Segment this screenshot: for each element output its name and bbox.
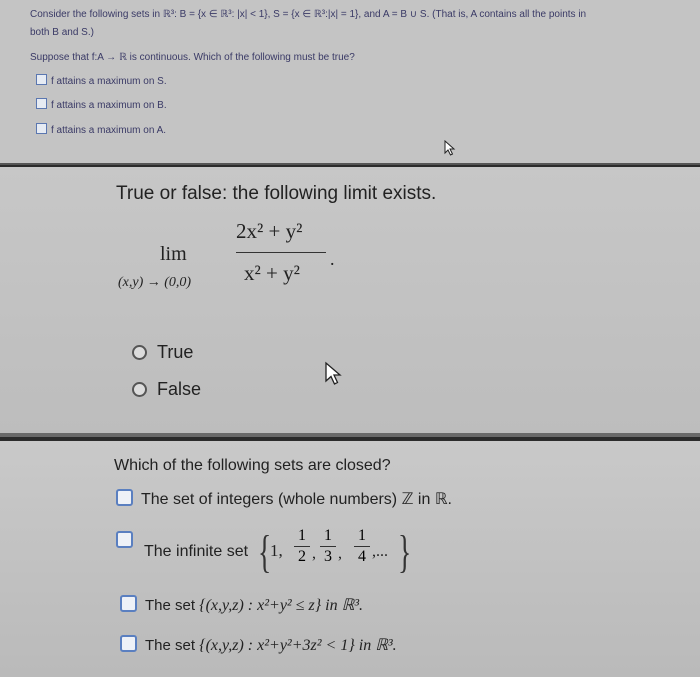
q1-option-1-label: f attains a maximum on S. [51,76,167,87]
q3-checkbox-1[interactable] [116,489,133,506]
frac-2-bar [320,546,336,547]
q1-prompt: Suppose that f:A → ℝ is continuous. Which of the following must be true? [30,52,355,63]
frac-1-num: 1 [298,527,306,544]
frac-1-bar [294,546,310,547]
right-brace: } [398,526,412,577]
q3-option-3-math: {(x,y,z) : x²+y² ≤ z} in ℝ³. [199,597,364,614]
frac-3-bar [354,546,370,547]
q3-checkbox-4[interactable] [120,635,137,652]
q1-checkbox-3[interactable] [36,123,47,134]
lim-word: lim [160,243,187,265]
q1-checkbox-1[interactable] [36,74,47,85]
frac-3-num: 1 [358,527,366,544]
fraction-bar [236,252,326,253]
q3-option-1[interactable] [116,489,452,509]
q3-checkbox-2[interactable] [116,531,133,548]
frac-3-den: 4 [358,548,366,565]
radio-true[interactable] [132,345,147,360]
frac-2-den: 3 [324,548,332,565]
fraction-denominator: x² + y² [244,261,300,285]
q2-option-true[interactable] [132,342,193,363]
question-3-panel [0,441,700,677]
comma-2: , [338,545,342,562]
q2-title: True or false: the following limit exists. [116,183,437,204]
frac-1-den: 2 [298,548,306,565]
frac-1 [294,527,310,566]
question-1-panel [0,0,700,165]
q2-option-false[interactable] [132,379,201,400]
fraction-numerator: 2x² + y² [236,219,303,243]
lim-subscript: (x,y) → (0,0) [118,275,192,290]
comma-1: , [312,545,316,562]
q3-option-4-math: {(x,y,z) : x²+y²+3z² < 1} in ℝ³. [199,637,397,654]
q1-statement-line1: Consider the following sets in ℝ³: B = {x ∈ ℝ³: |x| < 1}, S = {x ∈ ℝ³:|x| = 1}, and A = B ∪ S. (That is, A contains all the points in [30,9,587,20]
q1-statement-line2: both B and S.) [30,27,94,38]
q3-option-3-prefix: The set [145,597,196,614]
q1-checkbox-2[interactable] [36,98,47,109]
question-2-panel [0,167,700,437]
q3-option-4[interactable] [120,635,397,655]
cursor-icon [324,361,346,387]
q3-option-1-label: The set of integers (whole numbers) ℤ in ℝ. [141,491,452,508]
frac-2 [320,527,336,566]
q2-option-false-label: False [157,379,202,399]
q3-checkbox-3[interactable] [120,595,137,612]
q1-option-3-label: f attains a maximum on A. [51,125,167,136]
frac-2-num: 1 [324,527,332,544]
q1-option-2[interactable] [36,98,167,111]
q3-title: Which of the following sets are closed? [114,457,391,474]
q1-option-3[interactable] [36,123,166,136]
left-brace: { [258,526,272,577]
q3-option-2-prefix: The infinite set [144,543,249,560]
period: . [330,249,335,269]
q1-option-2-label: f attains a maximum on B. [51,100,167,111]
cursor-icon [444,140,458,156]
frac-3 [354,527,370,566]
set-start: 1, [270,541,283,560]
radio-false[interactable] [132,382,147,397]
set-end: ,... [372,543,388,560]
q3-option-4-prefix: The set [145,637,196,654]
q2-option-true-label: True [157,342,194,362]
q3-option-3[interactable] [120,595,363,615]
q1-option-1[interactable] [36,74,167,87]
